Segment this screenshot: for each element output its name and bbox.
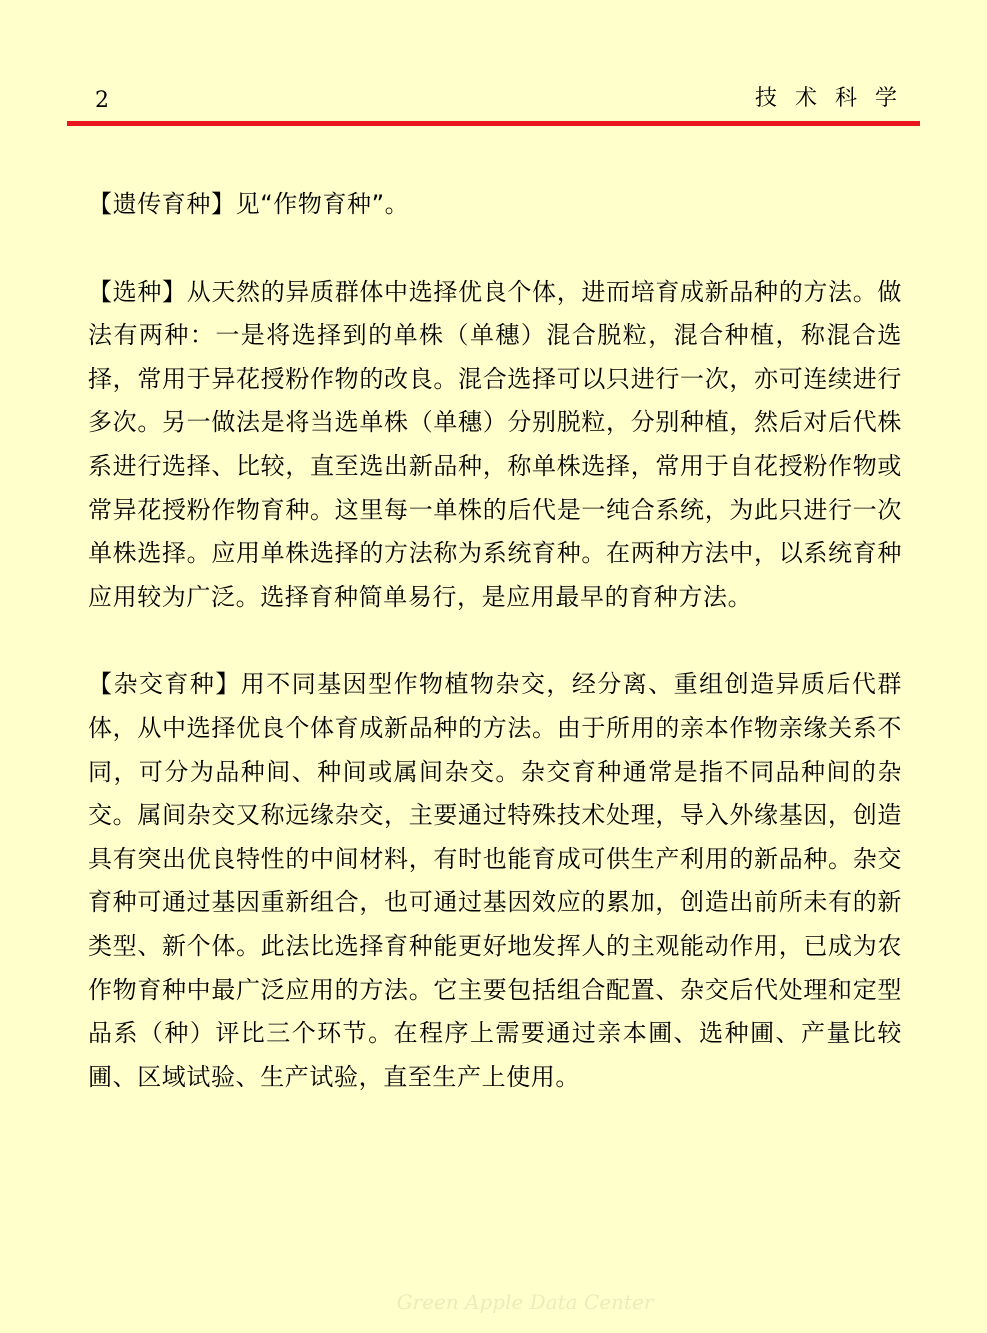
entry-term: 【选种】 <box>88 277 187 306</box>
watermark: Green Apple Data Center <box>396 1290 654 1314</box>
header-rule <box>67 121 920 126</box>
entry-term: 【遗传育种】 <box>88 190 236 218</box>
page-number: 2 <box>95 88 109 113</box>
entry-text: 见“作物育种”。 <box>235 190 410 218</box>
entry-selection <box>88 271 902 620</box>
entry-text: 从天然的异质群体中选择优良个体，进而培育成新品种的方法。做法有两种：一是将选择到的单株（单穗）混合脱粒，混合种植，称混合选择，常用于异花授粉作物的改良。混合选择可以只进行一次，亦可连续进行多次。另一做法是将当选单株（单穗）分别脱粒，分别种植，然后对后代株系进行选择、比较，直至选出新品种，称单株选择，常用于自花授粉作物或常异花授粉作物育种。这里每一单株的后代是一纯合系统，为此只进行一次单株选择。应用单株选择的方法称为系统育种。在两种方法中，以系统育种应用较为广泛。选择育种简单易行，是应用最早的育种方法。 <box>88 277 902 611</box>
entry-genetic-breeding <box>88 183 902 227</box>
entry-term: 【杂交育种】 <box>88 670 241 699</box>
running-header-title: 技术科学 <box>754 86 915 111</box>
article-body <box>88 183 902 1143</box>
entry-text: 用不同基因型作物植物杂交，经分离、重组创造异质后代群体，从中选择优良个体育成新品种的方法。由于所用的亲本作物亲缘关系不同，可分为品种间、种间或属间杂交。杂交育种通常是指不同品种间的杂交。属间杂交又称远缘杂交，主要通过特殊技术处理，导入外缘基因，创造具有突出优良特性的中间材料，有时也能育成可供生产利用的新品种。杂交育种可通过基因重新组合，也可通过基因效应的累加，创造出前所未有的新类型、新个体。此法比选择育种能更好地发挥人的主观能动作用，已成为农作物育种中最广泛应用的方法。它主要包括组合配置、杂交后代处理和定型品系（种）评比三个环节。在程序上需要通过亲本圃、选种圃、产量比较圃、区域试验、生产试验，直至生产上使用。 <box>88 670 902 1091</box>
entry-cross-breeding <box>88 663 902 1099</box>
